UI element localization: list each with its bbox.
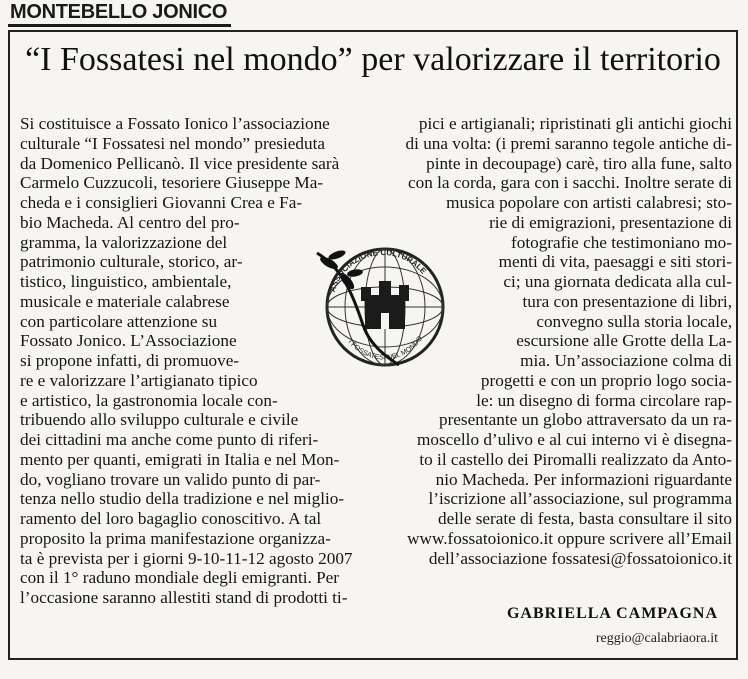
logo-lower-text: I FOSSATESI NEL MONDO bbox=[346, 335, 425, 362]
castle-drawing bbox=[361, 281, 409, 329]
association-logo bbox=[303, 225, 463, 385]
article-headline: “I Fossatesi nel mondo” per valorizzare il territorio bbox=[25, 41, 721, 78]
article-text-line: nio Macheda. Per informazioni riguardante bbox=[435, 469, 732, 489]
signature-email: reggio@calabriaora.it bbox=[595, 631, 718, 646]
article-text-line: cheda e i consiglieri Giovanni Crea e Fa- bbox=[20, 193, 303, 212]
article-text-line: re e valorizzare l’artigianato tipico bbox=[20, 370, 258, 390]
article-text-line: con il 1° raduno mondiale degli emigranti. Per bbox=[20, 568, 340, 588]
article-text-line: dei cittadini ma anche come punto di riferi- bbox=[20, 430, 319, 449]
article-text-line: pinte in decoupage) carè, tiro alla fune, salto bbox=[426, 153, 732, 173]
article-text-line: mento per quanti, emigrati in Italia e nel Mon- bbox=[20, 449, 340, 469]
article-text-line: rie di emigrazioni, presentazione di bbox=[489, 212, 732, 232]
article-text-line: le: un disegno di forma circolare rap- bbox=[476, 390, 732, 410]
article-text-line: l’iscrizione all’associazione, sul programma bbox=[428, 489, 732, 509]
article-text-line: da Domenico Pellicanò. Il vice presidente sarà bbox=[20, 153, 340, 173]
article-text-line: tistico, linguistico, ambientale, bbox=[20, 272, 232, 291]
article-text-line: escursione alle Grotte della La- bbox=[516, 331, 732, 351]
article-text-line: ci; una giornata dedicata alla cul- bbox=[503, 272, 732, 291]
article-text-line: tribuendo allo sviluppo culturale e civile bbox=[20, 410, 299, 430]
article-text-line: ta è prevista per i giorni 9-10-11-12 agosto 2007 bbox=[20, 548, 353, 568]
article-text-line: culturale “I Fossatesi nel mondo” presieduta bbox=[20, 133, 325, 153]
article-text-line: menti di vita, paesaggi e siti stori- bbox=[498, 252, 732, 272]
article-frame bbox=[8, 30, 738, 660]
article-text-line: patrimonio culturale, storico, ar- bbox=[20, 252, 243, 272]
article-text-line: to il castello dei Piromalli realizzato da Anto- bbox=[419, 449, 732, 469]
article-text-line: moscello d’ulivo e al cui interno vi è disegna- bbox=[416, 430, 732, 449]
article-text-line: Si costituisce a Fossato Ionico l’associazione bbox=[20, 114, 330, 133]
logo-arc-text: ASSOCIAZIONE CULTURALE bbox=[327, 247, 429, 294]
article-text-line: di una volta: (i premi saranno tegole antiche di- bbox=[405, 133, 732, 153]
article-text-line: Fossato Jonico. L’Associazione bbox=[20, 331, 237, 351]
article-text-line: convegno sulla storia locale, bbox=[536, 311, 732, 331]
article-text-line: si propone infatti, di promuove- bbox=[20, 351, 240, 370]
article-text-line: progetti e con un proprio logo socia- bbox=[480, 370, 732, 390]
article-text-line: tura con presentazione di libri, bbox=[522, 291, 732, 311]
article-text-line: musicale e materiale calabrese bbox=[20, 291, 230, 311]
article-text-line: dell’associazione fossatesi@fossatoionico.it bbox=[428, 548, 732, 568]
article-text-line: tenza nello studio della tradizione e nel miglio- bbox=[20, 489, 345, 509]
article-text-line: gramma, la valorizzazione del bbox=[20, 232, 228, 252]
article-text-line: e artistico, la gastronomia locale con- bbox=[20, 390, 278, 410]
article-text-line: fotografie che testimoniano mo- bbox=[511, 232, 732, 252]
article-text-line: musica popolare con artisti calabresi; sto- bbox=[446, 193, 732, 212]
article-text-line: Carmelo Cuzzucoli, tesoriere Giuseppe Ma- bbox=[20, 173, 324, 193]
article-text-line: ramento del loro bagaglio conoscitivo. A tal bbox=[20, 509, 322, 528]
article-text-line: delle serate di festa, basta consultare il sito bbox=[438, 509, 732, 528]
article-text-line: do, vogliano trovare un valido punto di par- bbox=[20, 469, 321, 489]
article-text-line: proposito la prima manifestazione organizza- bbox=[20, 528, 331, 548]
article-text-line: con la corda, gara con i sacchi. Inoltre serate di bbox=[407, 173, 732, 193]
article-text-line: l’occasione saranno allestiti stand di prodotti ti- bbox=[20, 588, 348, 607]
article-text-line: presentante un globo attraversato da un ra- bbox=[438, 410, 732, 430]
section-kicker: MONTEBELLO JONICO bbox=[8, 0, 231, 27]
article-text-line: www.fossatoionico.it oppure scrivere all’Email bbox=[407, 528, 732, 548]
article-text-line: mia. Un’associazione colma di bbox=[520, 351, 732, 370]
author-byline: GABRIELLA CAMPAGNA bbox=[506, 605, 718, 622]
article-text-line: bio Macheda. Al centro del pro- bbox=[20, 212, 240, 232]
article-text-line: pici e artigianali; ripristinati gli antichi giochi bbox=[418, 114, 732, 133]
article-text-line: con particolare attenzione su bbox=[20, 311, 218, 331]
